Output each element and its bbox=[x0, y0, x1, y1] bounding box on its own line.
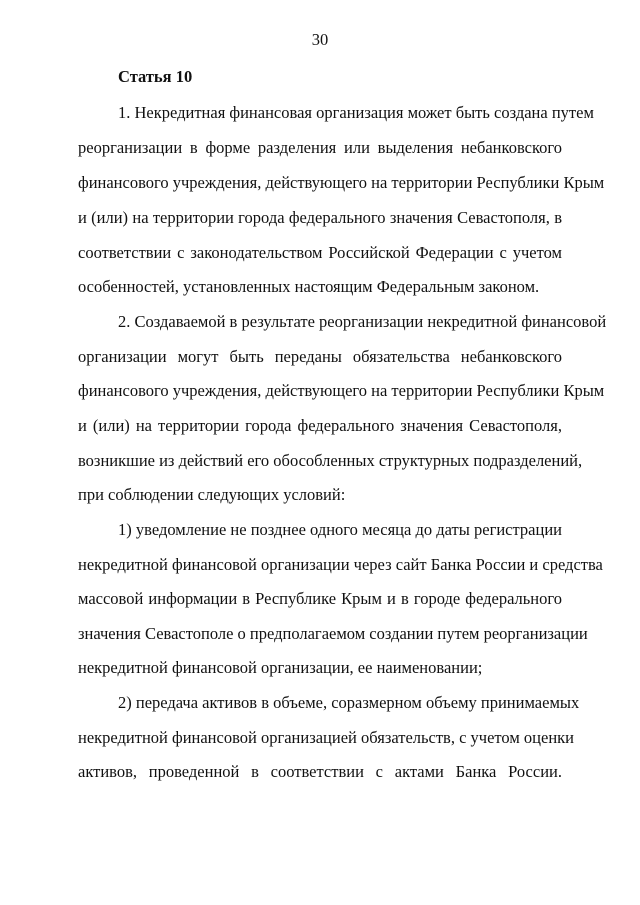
paragraph-1-line-3: финансового учреждения, действующего на территории Республики Крым bbox=[78, 173, 605, 192]
condition-1-line-4: значения Севастополе о предполагаемом создании путем реорганизации bbox=[78, 624, 588, 643]
paragraph-1-line-1: 1. Некредитная финансовая организация может быть создана путем bbox=[118, 103, 594, 122]
condition-1-line-2: некредитной финансовой организации через сайт Банка России и средства bbox=[78, 555, 603, 574]
paragraph-2-line-3: финансового учреждения, действующего на территории Республики Крым bbox=[78, 381, 605, 400]
condition-1-line-5: некредитной финансовой организации, ее наименовании; bbox=[78, 658, 483, 677]
paragraph-1-line-4: и (или) на территории города федерального значения Севастополя, в bbox=[78, 208, 562, 227]
paragraph-1-line-2: реорганизации в форме разделения или выделения небанковского bbox=[78, 138, 562, 157]
paragraph-1-line-5: соответствии с законодательством Российской Федерации с учетом bbox=[78, 243, 562, 262]
article-title: Статья 10 bbox=[118, 67, 193, 86]
paragraph-2-line-1: 2. Создаваемой в результате реорганизации некредитной финансовой bbox=[118, 312, 607, 331]
condition-2-line-1: 2) передача активов в объеме, соразмерном объему принимаемых bbox=[118, 693, 580, 712]
condition-1-line-3: массовой информации в Республике Крым и в городе федерального bbox=[78, 589, 562, 608]
paragraph-2-line-4: и (или) на территории города федерального значения Севастополя, bbox=[78, 416, 562, 435]
paragraph-2-line-5: возникшие из действий его обособленных структурных подразделений, bbox=[78, 451, 583, 470]
paragraph-1-line-6: особенностей, установленных настоящим Федеральным законом. bbox=[78, 277, 540, 296]
condition-2-line-2: некредитной финансовой организацией обязательств, с учетом оценки bbox=[78, 728, 574, 747]
paragraph-2-line-6: при соблюдении следующих условий: bbox=[78, 485, 346, 504]
paragraph-2-line-2: организации могут быть переданы обязательства небанковского bbox=[78, 347, 562, 366]
condition-1-line-1: 1) уведомление не позднее одного месяца до даты регистрации bbox=[118, 520, 562, 539]
condition-2-line-3: активов, проведенной в соответствии с актами Банка России. bbox=[78, 762, 562, 781]
page-number: 30 bbox=[311, 30, 329, 49]
